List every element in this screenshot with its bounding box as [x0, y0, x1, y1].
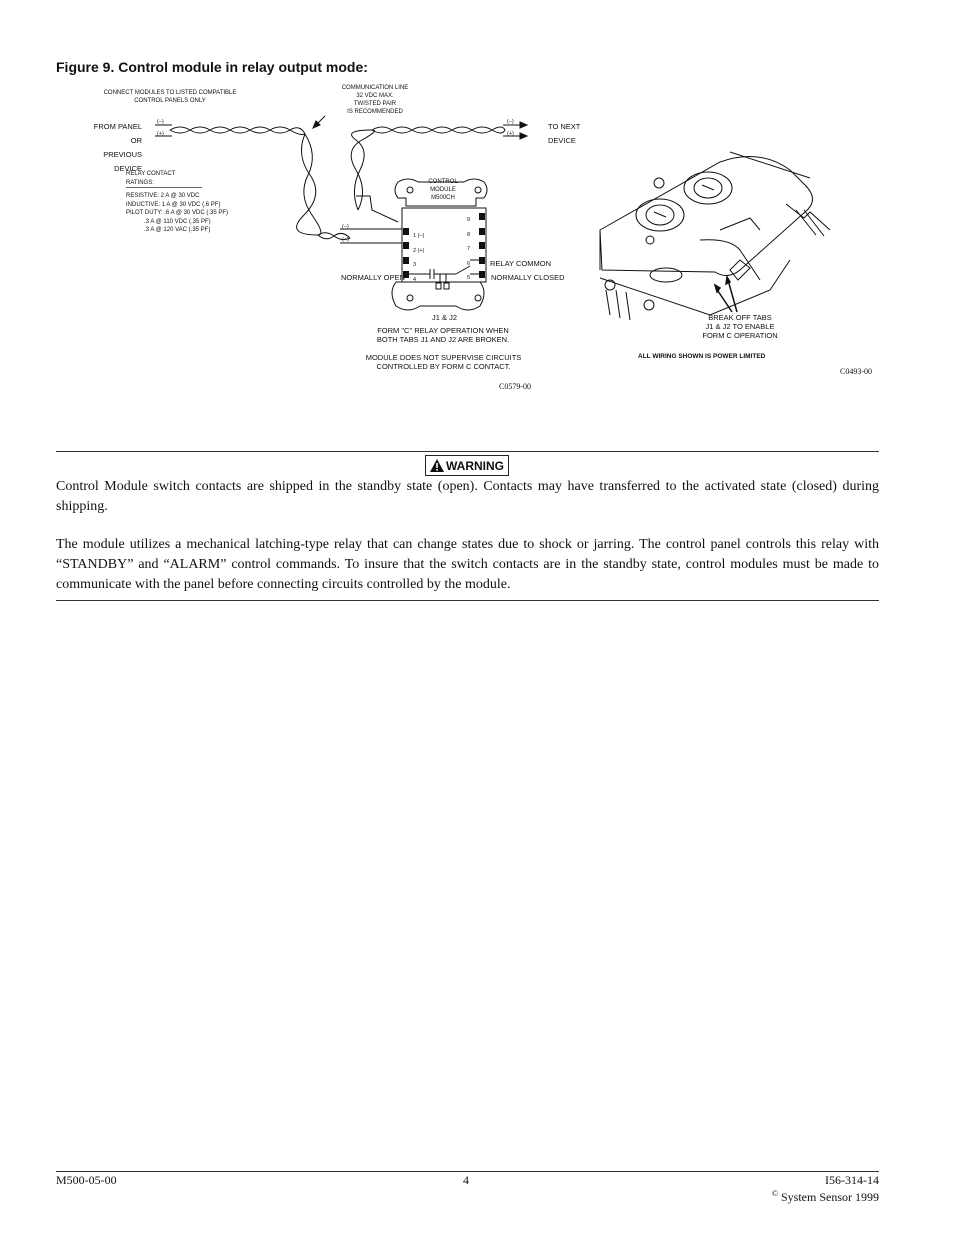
warning-label: WARNING: [446, 458, 504, 473]
right-terminals: 9 8 7 6 5: [467, 217, 471, 281]
relay-ratings: RELAY CONTACT RATINGS: RESISTIVE: 2 A @ 30 VDC INDUCTIVE: 1 A @ 30 VDC (.6 PF) PILOT DUTY: .6 A @ 30 VDC (.35 PF) .3 A @ 110 VDC (.35 PF) .3 A @ 120 VAC (.35 PF): [126, 171, 229, 233]
warning-icon: [430, 459, 444, 472]
module-polarity: (–) (+): [342, 224, 349, 243]
power-limited-note: ALL WIRING SHOWN IS POWER LIMITED: [638, 353, 766, 360]
left-terminals: 1 (–) 2 (+) 3 4: [413, 233, 425, 283]
warning-bottom-rule: [56, 600, 879, 601]
jumper-label: J1 & J2: [432, 313, 458, 322]
left-figure-code: C0579-00: [499, 382, 531, 391]
break-tabs-label: BREAK OFF TABS J1 & J2 TO ENABLE FORM C OPERATION: [702, 313, 778, 340]
figure-title: Figure 9. Control module in relay output mode:: [56, 59, 368, 75]
connect-note: CONNECT MODULES TO LISTED COMPATIBLE CONTROL PANELS ONLY: [103, 90, 237, 104]
normally-open-label: NORMALLY OPEN: [341, 273, 405, 282]
footer-doc-id: M500-05-00: [56, 1173, 117, 1187]
module-perspective-drawing: [590, 140, 890, 340]
comm-line-note: COMMUNICATION LINE 32 VDC MAX. TWISTED PAIR IS RECOMMENDED: [341, 85, 409, 115]
to-next-label: TO NEXT DEVICE: [548, 122, 581, 145]
normally-closed-label: NORMALLY CLOSED: [491, 273, 565, 282]
from-panel-label: FROM PANEL OR PREVIOUS DEVICE: [93, 122, 142, 173]
right-polarity: (–) (+): [507, 119, 514, 137]
warning-paragraph-2: The module utilizes a mechanical latching-type relay that can change states due to shock or jarring. The control panel controls this relay with “STANDBY” and “ALARM” control commands. To insure that the switch contacts are in the standby state, control modules must be made to communicate with the panel before connecting circuits controlled by the module.: [56, 537, 879, 592]
footer-right: [760, 1173, 879, 1204]
warning-paragraph-1: Control Module switch contacts are shipped in the standby state (open). Contacts may have transferred to the activated state (closed) during shipping.: [56, 479, 879, 514]
left-polarity: (–) (+): [157, 119, 164, 137]
right-figure-code: C0493-00: [840, 367, 872, 376]
relay-common-label: RELAY COMMON: [490, 259, 551, 268]
warning-badge: [425, 455, 509, 476]
supervise-note: MODULE DOES NOT SUPERVISE CIRCUITS CONTROLLED BY FORM C CONTACT.: [365, 353, 522, 371]
page-number: 4: [463, 1173, 469, 1187]
footer-copyright: © System Sensor 1999: [771, 1189, 879, 1204]
form-c-note: FORM "C" RELAY OPERATION WHEN BOTH TABS J1 AND J2 ARE BROKEN.: [376, 326, 510, 344]
warning-top-rule: [56, 451, 879, 452]
footer-doc-number: I56-314-14: [825, 1173, 879, 1187]
module-label: CONTROL MODULE M500CH: [428, 179, 458, 201]
footer-rule: [56, 1171, 879, 1172]
